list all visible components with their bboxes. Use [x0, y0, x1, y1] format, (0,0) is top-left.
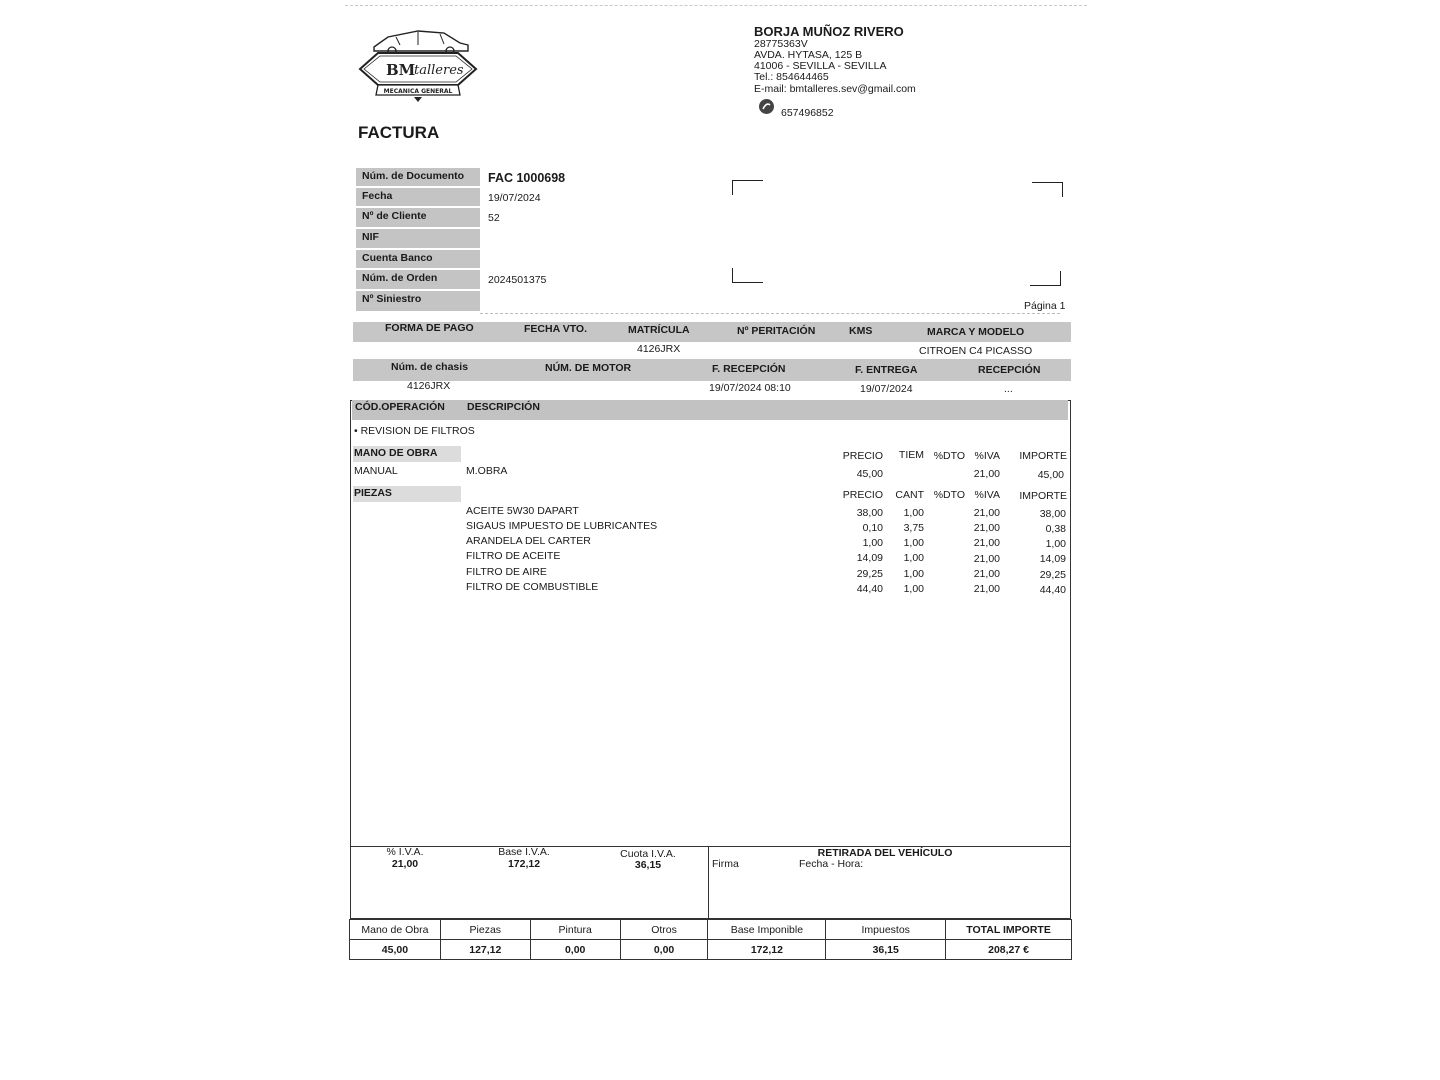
total-header-paint: Pintura	[530, 920, 620, 940]
header-operation-code: CÓD.OPERACIÓN	[355, 401, 445, 413]
labor-code: MANUAL	[354, 465, 398, 477]
value-chassis: 4126JRX	[407, 380, 451, 392]
total-value-total: 208,27 €	[946, 940, 1072, 960]
pickup-datetime-label: Fecha - Hora:	[799, 858, 864, 870]
part-qty: 1,00	[903, 552, 924, 564]
company-name: BORJA MUÑOZ RIVERO	[754, 24, 904, 39]
header-make-model: MARCA Y MODELO	[927, 326, 1025, 338]
part-amount: 14,09	[1039, 553, 1066, 565]
page-number: Página 1	[1024, 300, 1066, 312]
part-amount: 44,40	[1039, 584, 1066, 596]
part-vat: 21,00	[973, 537, 1000, 549]
field-label-order: Núm. de Orden	[356, 270, 480, 291]
labor-amount: 45,00	[1037, 469, 1064, 481]
vat-base-value: 172,12	[507, 858, 541, 870]
value-delivery-date: 19/07/2024	[860, 383, 913, 395]
total-value-taxes: 36,15	[826, 940, 946, 960]
parts-col-amount: IMPORTE	[1019, 490, 1067, 502]
header-payment: FORMA DE PAGO	[385, 322, 474, 334]
value-reception-date: 19/07/2024 08:10	[709, 382, 791, 394]
svg-text:talleres: talleres	[414, 63, 464, 78]
header-chassis: Núm. de chasis	[391, 361, 469, 373]
address-corner-tr	[1032, 182, 1063, 197]
header-delivery-date: F. ENTREGA	[855, 364, 918, 376]
field-label-bank: Cuenta Banco	[356, 250, 480, 270]
company-phone: Tel.: 854644465	[754, 71, 829, 83]
labor-vat: 21,00	[973, 468, 1000, 480]
svg-text:BM: BM	[386, 61, 416, 79]
header-due-date: FECHA VTO.	[524, 323, 588, 335]
total-value-labor: 45,00	[350, 940, 441, 960]
field-value-date: 19/07/2024	[488, 192, 541, 204]
parts-col-discount: %DTO	[933, 489, 965, 501]
vat-pct-label: % I.V.A.	[386, 846, 424, 858]
part-price: 0,10	[862, 522, 883, 534]
parts-col-qty: CANT	[895, 489, 924, 501]
field-label-nif: NIF	[356, 229, 480, 250]
header-appraisal: Nº PERITACIÓN	[737, 325, 816, 337]
part-price: 29,25	[856, 568, 883, 580]
operation-line: • REVISION DE FILTROS	[354, 425, 475, 437]
field-label-document: Núm. de Documento	[356, 168, 480, 188]
total-value-other: 0,00	[620, 940, 708, 960]
field-divider	[480, 313, 1060, 314]
total-header-taxes: Impuestos	[826, 920, 946, 940]
vat-cuota-label: Cuota I.V.A.	[620, 848, 676, 860]
part-qty: 1,00	[903, 583, 924, 595]
part-vat: 21,00	[973, 522, 1000, 534]
company-city: 41006 - SEVILLA - SEVILLA	[754, 60, 887, 72]
labor-col-vat: %IVA	[974, 450, 1000, 462]
lines-header-band	[352, 400, 1068, 420]
vat-divider	[708, 846, 709, 919]
svg-text:MECANICA GENERAL: MECANICA GENERAL	[383, 88, 453, 95]
header-engine: NÚM. DE MOTOR	[545, 362, 632, 374]
labor-col-amount: IMPORTE	[1019, 450, 1067, 462]
vat-pct-value: 21,00	[391, 858, 419, 870]
part-vat: 21,00	[973, 553, 1000, 565]
whatsapp-icon	[758, 98, 775, 115]
field-value-document: FAC 1000698	[488, 171, 566, 185]
total-header-base: Base Imponible	[708, 920, 826, 940]
address-corner-bl	[732, 268, 763, 283]
company-email: E-mail: bmtalleres.sev@gmail.com	[754, 83, 916, 95]
part-price: 1,00	[862, 537, 883, 549]
total-header-other: Otros	[620, 920, 708, 940]
value-plate: 4126JRX	[637, 343, 681, 355]
part-desc: FILTRO DE COMBUSTIBLE	[466, 581, 599, 593]
header-description: DESCRIPCIÓN	[467, 401, 540, 413]
part-price: 14,09	[856, 552, 883, 564]
part-desc: SIGAUS IMPUESTO DE LUBRICANTES	[466, 520, 658, 532]
value-reception: ...	[1004, 383, 1013, 395]
total-header-parts: Piezas	[440, 920, 530, 940]
part-vat: 21,00	[973, 583, 1000, 595]
labor-price: 45,00	[856, 468, 883, 480]
labor-col-discount: %DTO	[933, 450, 965, 462]
part-qty: 1,00	[903, 507, 924, 519]
address-corner-br	[1030, 271, 1061, 286]
header-plate: MATRÍCULA	[628, 324, 690, 336]
signature-label: Firma	[712, 858, 739, 870]
labor-section-title: MANO DE OBRA	[354, 447, 438, 459]
address-corner-tl	[732, 180, 763, 195]
parts-col-vat: %IVA	[974, 489, 1000, 501]
part-amount: 38,00	[1039, 508, 1066, 520]
header-kms: KMS	[849, 325, 873, 337]
company-tax-id: 28775363V	[754, 38, 808, 50]
value-make-model: CITROEN C4 PICASSO	[919, 345, 1033, 357]
field-value-client: 52	[488, 212, 500, 224]
vat-base-label: Base I.V.A.	[498, 846, 550, 858]
labor-col-time: TIEM	[898, 449, 924, 461]
field-label-date: Fecha	[356, 188, 480, 208]
part-vat: 21,00	[973, 568, 1000, 580]
part-qty: 1,00	[903, 568, 924, 580]
part-price: 38,00	[856, 507, 883, 519]
part-desc: FILTRO DE ACEITE	[466, 550, 561, 562]
part-desc: FILTRO DE AIRE	[466, 566, 547, 578]
part-price: 44,40	[856, 583, 883, 595]
part-qty: 1,00	[903, 537, 924, 549]
totals-table	[349, 919, 1072, 960]
header-reception: RECEPCIÓN	[978, 364, 1041, 376]
labor-col-price: PRECIO	[842, 450, 883, 462]
total-value-paint: 0,00	[530, 940, 620, 960]
part-qty: 3,75	[903, 522, 924, 534]
vat-cuota-value: 36,15	[634, 859, 662, 871]
part-amount: 1,00	[1045, 538, 1066, 550]
total-header-total: TOTAL IMPORTE	[946, 920, 1072, 940]
part-desc: ARANDELA DEL CARTER	[466, 535, 591, 547]
company-street: AVDA. HYTASA, 125 B	[754, 49, 863, 61]
field-label-claim: Nº Siniestro	[356, 291, 480, 313]
total-value-base: 172,12	[708, 940, 826, 960]
labor-desc: M.OBRA	[466, 465, 508, 477]
invoice-title: FACTURA	[358, 123, 440, 142]
pickup-title: RETIRADA DEL VEHÍCULO	[817, 847, 953, 859]
part-vat: 21,00	[973, 507, 1000, 519]
total-header-labor: Mano de Obra	[350, 920, 441, 940]
field-label-client: Nº de Cliente	[356, 208, 480, 229]
scan-edge	[345, 5, 1087, 6]
field-value-order: 2024501375	[488, 274, 547, 286]
parts-col-price: PRECIO	[842, 489, 883, 501]
company-whatsapp: 657496852	[781, 107, 834, 119]
parts-section-title: PIEZAS	[354, 487, 392, 499]
part-amount: 29,25	[1039, 569, 1066, 581]
part-desc: ACEITE 5W30 DAPART	[466, 505, 579, 517]
header-reception-date: F. RECEPCIÓN	[712, 363, 786, 375]
part-amount: 0,38	[1045, 523, 1066, 535]
company-logo	[356, 25, 480, 103]
total-value-parts: 127,12	[440, 940, 530, 960]
